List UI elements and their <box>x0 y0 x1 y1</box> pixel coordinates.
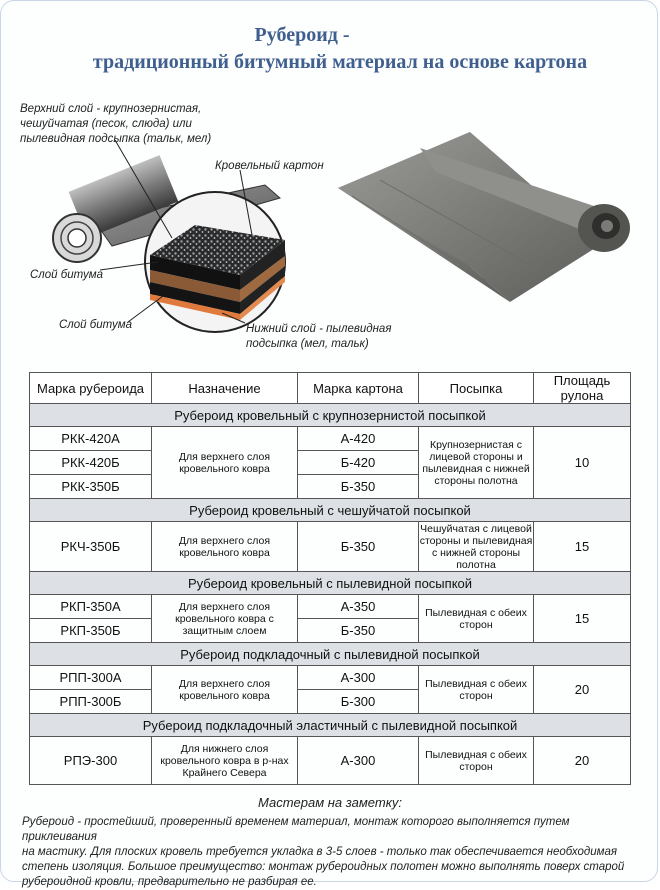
brand-cell: РКП-350А <box>30 595 152 619</box>
sprinkle-cell: Пылевидная с обеих сторон <box>419 595 534 643</box>
table-row <box>30 427 631 451</box>
carton-cell: Б-350 <box>298 522 419 572</box>
carton-cell: Б-420 <box>298 451 419 475</box>
sprinkle-cell: Пылевидная с обеих сторон <box>419 737 534 785</box>
roofing-table <box>29 372 631 785</box>
note-line: на мастику. Для плоских кровель требуется укладка в 3-5 слоев - только так обеспечивается необходимая <box>22 846 618 858</box>
section-row <box>30 572 631 595</box>
label-carton: Кровельный картон <box>215 160 324 172</box>
carton-cell: Б-350 <box>298 475 419 499</box>
carton-cell: Б-300 <box>298 690 419 714</box>
label-bitumen-2: Слой битума <box>59 319 132 331</box>
header-carton: Марка картона <box>298 373 419 404</box>
header-purpose: Назначение <box>152 373 298 404</box>
note-line: рубероидной кровли, предварительно не разбирая ее. <box>22 876 317 888</box>
section-title: Рубероид кровельный с пылевидной посыпкой <box>30 572 631 595</box>
brand-cell: РКП-350Б <box>30 619 152 643</box>
brand-cell: РКК-420Б <box>30 451 152 475</box>
brand-cell: РПЭ-300 <box>30 737 152 785</box>
purpose-cell: Для верхнего слоя кровельного ковра с защитным слоем <box>152 595 298 643</box>
label-bottom-layer-2: подсыпка (мел, тальк) <box>246 338 369 350</box>
area-cell: 20 <box>534 666 631 714</box>
table-row <box>30 595 631 619</box>
sprinkle-cell: Чешуйчатая с лицевой стороны и пылевидная с нижней стороны полотна <box>419 522 533 571</box>
page-title-line1: Рубероид - <box>254 24 350 46</box>
carton-cell: А-300 <box>298 737 419 785</box>
section-row <box>30 643 631 666</box>
brand-cell: РКЧ-350Б <box>30 522 152 572</box>
brand-cell: РПП-300А <box>30 666 152 690</box>
carton-cell: А-300 <box>298 666 419 690</box>
brand-cell: РКК-420А <box>30 427 152 451</box>
section-title: Рубероид подкладочный эластичный с пылевидной посыпкой <box>30 714 631 737</box>
header-sprinkle: Посыпка <box>419 373 534 404</box>
table-row <box>30 522 631 572</box>
purpose-cell: Для верхнего слоя кровельного ковра <box>152 427 298 499</box>
section-row <box>30 714 631 737</box>
note-line: степень изоляция. Большое преимущество: монтаж рубероидных полотен можно выполнять поверх старой <box>22 861 625 873</box>
area-cell: 15 <box>534 522 631 572</box>
roll-photo <box>338 132 630 302</box>
carton-cell: Б-350 <box>298 619 419 643</box>
table-row <box>30 666 631 690</box>
carton-cell: А-420 <box>298 427 419 451</box>
table-header-row <box>30 373 631 404</box>
area-cell: 15 <box>534 595 631 643</box>
page-title-line2: традиционный битумный материал на основе картона <box>92 51 588 73</box>
label-top-layer-3: пылевидная подсыпка (тальк, мел) <box>20 133 212 145</box>
label-top-layer-2: чешуйчатая (песок, слюда) или <box>20 118 192 130</box>
roll-diagram <box>0 0 660 370</box>
area-cell: 10 <box>534 427 631 499</box>
table-row <box>30 737 631 785</box>
note-heading: Мастерам на заметку: <box>258 795 402 810</box>
layers-magnifier <box>145 192 285 332</box>
note-text <box>22 815 647 890</box>
sprinkle-cell: Крупнозернистая с лицевой стороны и пылевидная с нижней стороны полотна <box>419 427 534 499</box>
label-bitumen-1: Слой битума <box>30 269 103 281</box>
sprinkle-cell: Пылевидная с обеих сторон <box>419 666 534 714</box>
carton-cell: А-350 <box>298 595 419 619</box>
purpose-cell: Для нижнего слоя кровельного ковра в р-нах Крайнего Севера <box>152 737 298 785</box>
purpose-cell: Для верхнего слоя кровельного ковра <box>152 666 298 714</box>
note-line: Рубероид - простейший, проверенный временем материал, монтаж которого выполняется путем приклеивания <box>22 816 570 843</box>
header-brand: Марка рубероида <box>30 373 152 404</box>
section-title: Рубероид кровельный с крупнозернистой посыпкой <box>30 404 631 427</box>
brand-cell: РПП-300Б <box>30 690 152 714</box>
section-title: Рубероид подкладочный с пылевидной посыпкой <box>30 643 631 666</box>
label-bottom-layer-1: Нижний слой - пылевидная <box>246 323 392 335</box>
section-row <box>30 499 631 522</box>
brand-cell: РКК-350Б <box>30 475 152 499</box>
section-row <box>30 404 631 427</box>
section-title: Рубероид кровельный с чешуйчатой посыпкой <box>30 499 631 522</box>
header-area: Площадь рулона <box>534 373 631 404</box>
purpose-cell: Для верхнего слоя кровельного ковра <box>152 522 298 572</box>
area-cell: 20 <box>534 737 631 785</box>
label-top-layer-1: Верхний слой - крупнозернистая, <box>20 103 202 115</box>
